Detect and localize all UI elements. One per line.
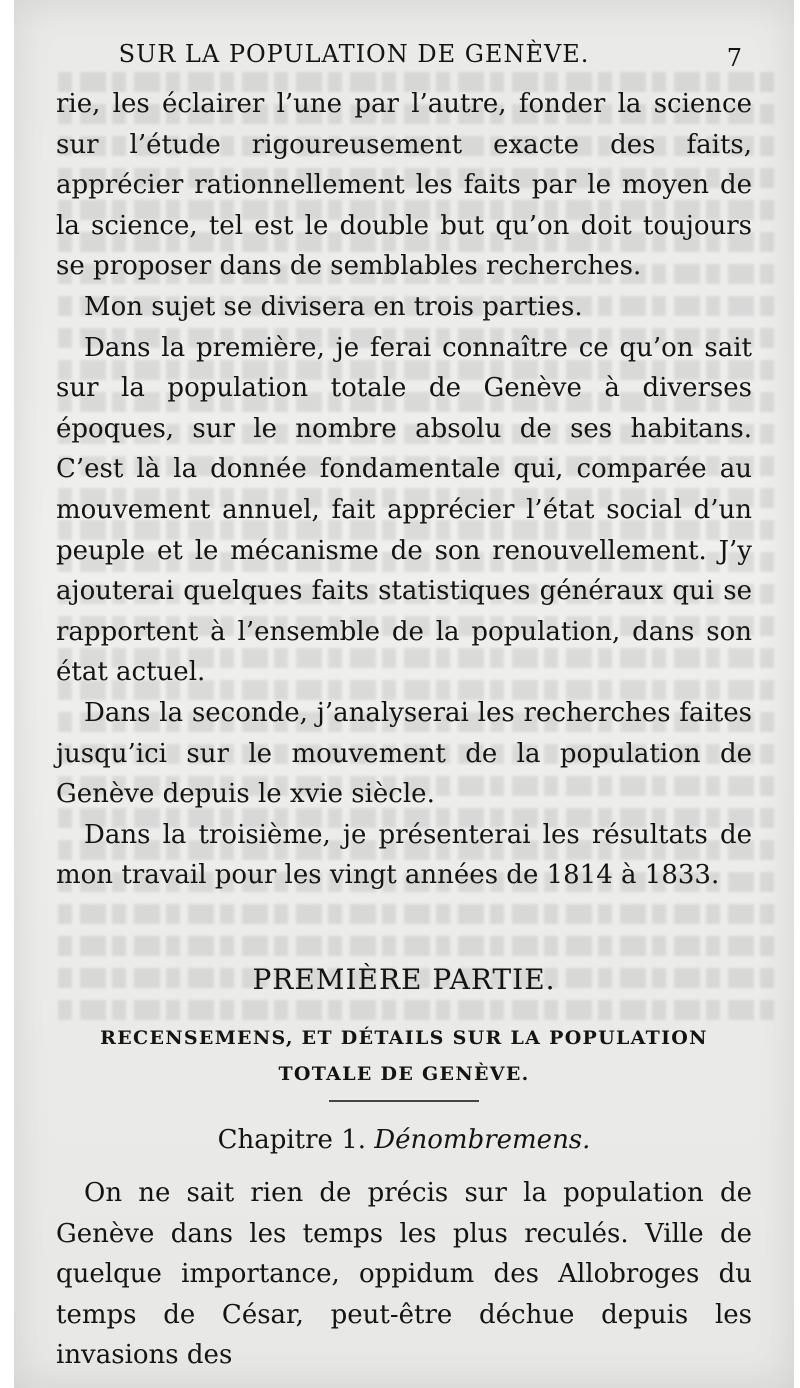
paragraph-chapter-opening: On ne sait rien de précis sur la population de Genève dans les temps les plus reculés. Ville de quelque importance, oppidum des Allobroges du temps de César, peut-être déchue depuis les invasions des [56, 1178, 752, 1371]
paragraph-part-two: Dans la seconde, j’analyserai les recherches faites jusqu’ici sur le mouvement de la population de Genève depuis le xvie siècle. [56, 697, 752, 810]
paragraph-plan: Mon sujet se divisera en trois parties. [84, 291, 583, 322]
section-title [56, 1020, 752, 1092]
section-title-line-2: TOTALE DE GENÈVE. [278, 1063, 530, 1086]
main-text [56, 84, 752, 1376]
running-head: SUR LA POPULATION DE GENÈVE. [118, 40, 590, 68]
spacer [56, 1161, 752, 1173]
chapter-name: Dénombremens. [374, 1125, 591, 1156]
chapter-label: Chapitre 1. [217, 1125, 367, 1156]
part-title: PREMIÈRE PARTIE. [252, 962, 556, 996]
page-header [14, 40, 794, 80]
chapter-title [56, 1120, 752, 1161]
section-title-line-1: RECENSEMENS, ET DÉTAILS SUR LA POPULATION [100, 1027, 708, 1050]
page-number: 7 [726, 44, 742, 72]
paragraph-part-one: Dans la première, je ferai connaître ce qu’on sait sur la population totale de Genève à diverses époques, sur le nombre absolu de ses habitans. C’est là la donnée fondamentale qui, comparée au mouvement annuel, fait apprécier l’état social d’un peuple et le mécanisme de son renouvellement. J’y ajouterai quelques faits statistiques généraux qui se rapportent à l’ensemble de la population, dans son état actuel. [56, 332, 752, 688]
book-page [14, 0, 794, 1388]
paragraph-continuation: rie, les éclairer l’une par l’autre, fonder la science sur l’étude rigoureusement exacte des faits, apprécier rationnellement les faits par le moyen de la science, tel est le double but qu’on doit toujours se proposer dans de semblables recherches. [56, 89, 752, 282]
paragraph-part-three: Dans la troisième, je présenterai les résultats de mon travail pour les vingt années de 1814 à 1833. [56, 819, 752, 891]
section-rule [329, 1100, 479, 1102]
